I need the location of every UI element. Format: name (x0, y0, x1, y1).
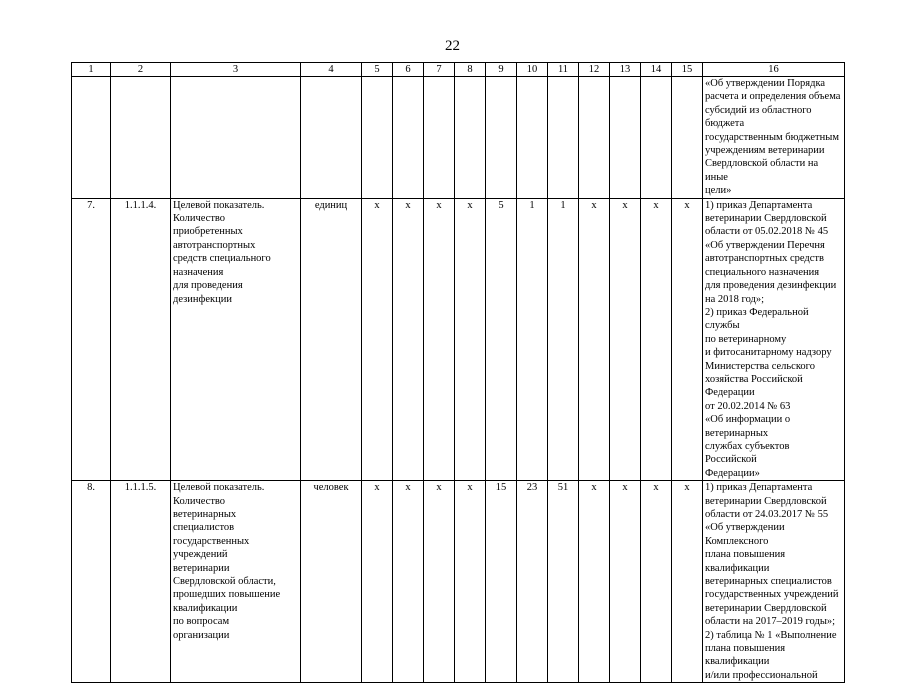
column-header: 4 (301, 63, 362, 77)
value-cell (641, 77, 672, 199)
value-cell: х (610, 198, 641, 481)
value-cell: х (641, 198, 672, 481)
table-row (72, 198, 845, 481)
value-cell: 1 (548, 198, 579, 481)
value-cell: х (641, 481, 672, 683)
table-row (72, 77, 845, 199)
value-cell (672, 77, 703, 199)
value-cell: х (579, 481, 610, 683)
column-header: 1 (72, 63, 111, 77)
column-header: 11 (548, 63, 579, 77)
value-cell: х (393, 198, 424, 481)
column-header: 8 (455, 63, 486, 77)
value-cell (548, 77, 579, 199)
value-cell: х (672, 198, 703, 481)
value-cell: х (672, 481, 703, 683)
column-header: 5 (362, 63, 393, 77)
column-header: 12 (579, 63, 610, 77)
code-cell: 1.1.1.5. (111, 481, 171, 683)
table-header-row (72, 63, 845, 77)
row-number-cell: 7. (72, 198, 111, 481)
value-cell: х (362, 198, 393, 481)
column-header: 15 (672, 63, 703, 77)
column-header: 2 (111, 63, 171, 77)
value-cell: 51 (548, 481, 579, 683)
column-header: 16 (703, 63, 845, 77)
value-cell: х (424, 198, 455, 481)
column-header: 14 (641, 63, 672, 77)
table-row (72, 481, 845, 683)
row-number-cell (72, 77, 111, 199)
value-cell: х (579, 198, 610, 481)
row-number-cell: 8. (72, 481, 111, 683)
value-cell (455, 77, 486, 199)
value-cell: 1 (517, 198, 548, 481)
value-cell (362, 77, 393, 199)
value-cell (393, 77, 424, 199)
value-cell: 15 (486, 481, 517, 683)
value-cell: х (610, 481, 641, 683)
page-number: 22 (445, 38, 460, 54)
source-cell: 1) приказ Департамента ветеринарии Свердловской области от 24.03.2017 № 55 «Об утверждении Комплексного плана повышения квалификации ветеринарных специалистов государственных учреждений ветеринарии Свердловской области на 2017–2019 годы»; 2) таблица № 1 «Выполнение плана повышения квалификации и/или профессиональной (703, 481, 845, 683)
source-cell: 1) приказ Департамента ветеринарии Свердловской области от 05.02.2018 № 45 «Об утверждении Перечня автотранспортных средств специального назначения для проведения дезинфекции на 2018 год»; 2) приказ Федеральной службы по ветеринарному и фитосанитарному надзору Министерства сельского хозяйства Российской Федерации от 20.02.2014 № 63 «Об информации о ветеринарных службах субъектов Российской Федерации» (703, 198, 845, 481)
value-cell (517, 77, 548, 199)
column-header: 10 (517, 63, 548, 77)
column-header: 6 (393, 63, 424, 77)
value-cell (486, 77, 517, 199)
code-cell: 1.1.1.4. (111, 198, 171, 481)
unit-cell: человек (301, 481, 362, 683)
value-cell: х (455, 481, 486, 683)
indicators-table (71, 62, 845, 683)
value-cell: х (455, 198, 486, 481)
value-cell: 23 (517, 481, 548, 683)
indicator-name-cell (171, 77, 301, 199)
value-cell: 5 (486, 198, 517, 481)
unit-cell (301, 77, 362, 199)
value-cell (424, 77, 455, 199)
source-cell: «Об утверждении Порядка расчета и определения объема субсидий из областного бюджета государственным бюджетным учреждениям ветеринарии Свердловской области на иные цели» (703, 77, 845, 199)
code-cell (111, 77, 171, 199)
column-header: 3 (171, 63, 301, 77)
value-cell (579, 77, 610, 199)
value-cell: х (424, 481, 455, 683)
column-header: 7 (424, 63, 455, 77)
indicator-name-cell: Целевой показатель. Количество ветеринарных специалистов государственных учреждений ветеринарии Свердловской области, прошедших повышение квалификации по вопросам организации (171, 481, 301, 683)
unit-cell: единиц (301, 198, 362, 481)
indicator-name-cell: Целевой показатель. Количество приобретенных автотранспортных средств специального назначения для проведения дезинфекции (171, 198, 301, 481)
value-cell: х (393, 481, 424, 683)
column-header: 13 (610, 63, 641, 77)
column-header: 9 (486, 63, 517, 77)
value-cell: х (362, 481, 393, 683)
value-cell (610, 77, 641, 199)
